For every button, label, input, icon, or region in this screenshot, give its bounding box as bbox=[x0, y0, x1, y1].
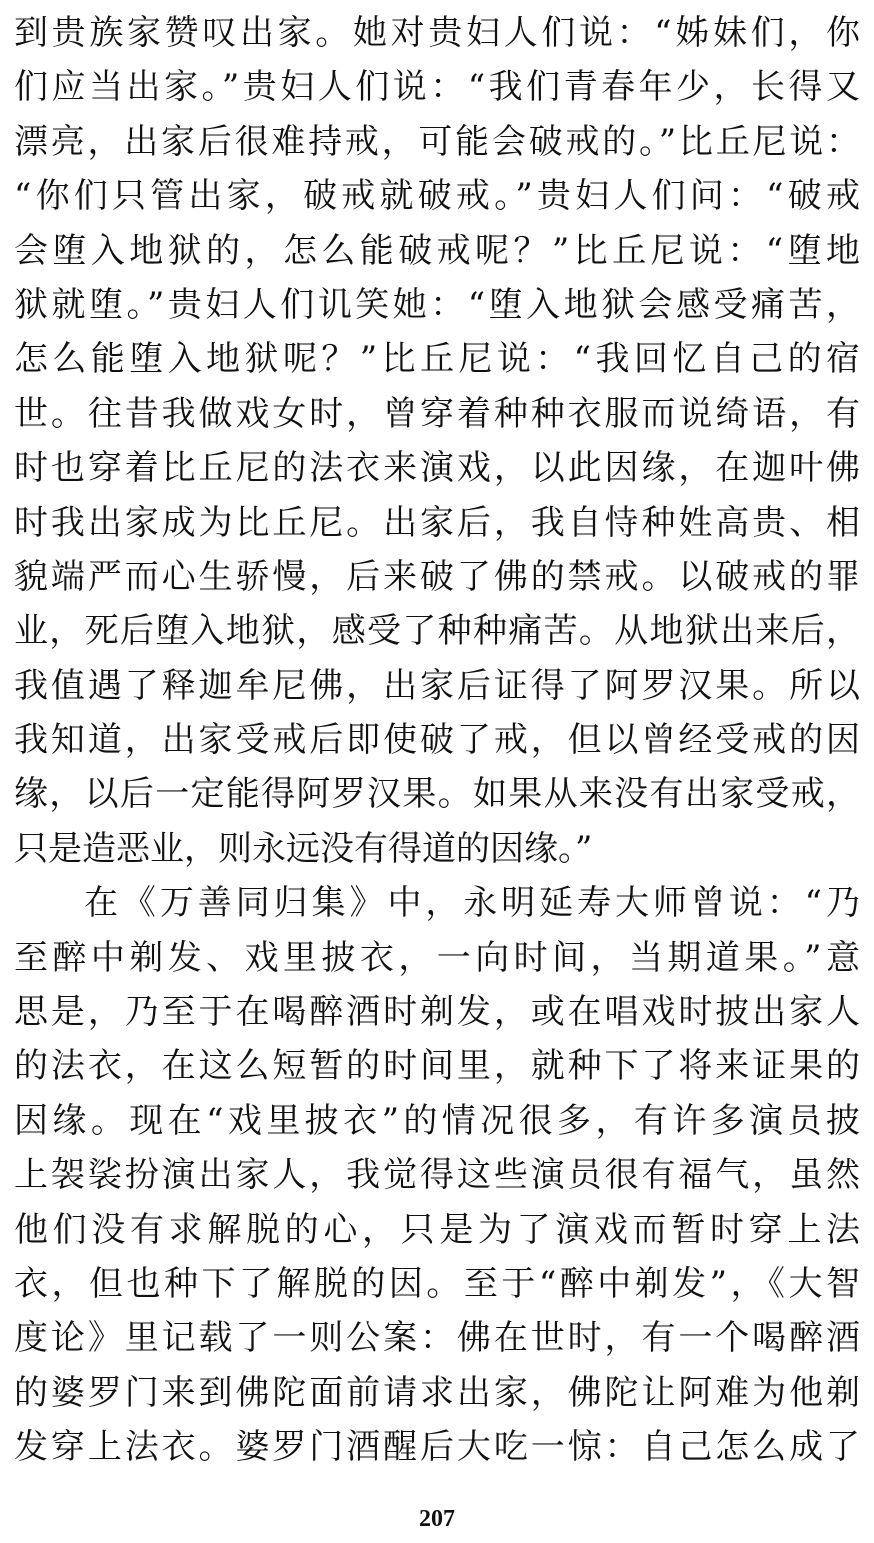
text-line: 时也穿着比丘尼的法衣来演戏，以此因缘，在迦叶佛 bbox=[14, 448, 860, 489]
text-line: 发穿上法衣。婆罗门酒醒后大吃一惊：自己怎么成了 bbox=[14, 1427, 860, 1468]
text-line: 们应当出家。”贵妇人们说：“我们青春年少，长得又 bbox=[14, 67, 860, 108]
text-line: 的婆罗门来到佛陀面前请求出家，佛陀让阿难为他剃 bbox=[14, 1372, 860, 1413]
text-line: 我值遇了释迦牟尼佛，出家后证得了阿罗汉果。所以 bbox=[14, 665, 860, 706]
text-line: 会堕入地狱的，怎么能破戒呢？”比丘尼说：“堕地 bbox=[14, 230, 860, 271]
text-line: 至醉中剃发、戏里披衣，一向时间，当期道果。”意 bbox=[14, 937, 860, 978]
text-line: 貌端严而心生骄慢，后来破了佛的禁戒。以破戒的罪 bbox=[14, 556, 860, 597]
text-line: 漂亮，出家后很难持戒，可能会破戒的。”比丘尼说： bbox=[14, 121, 860, 162]
text-line: 度论》里记载了一则公案：佛在世时，有一个喝醉酒 bbox=[14, 1318, 860, 1359]
text-line: 衣，但也种下了解脱的因。至于“醉中剃发”，《大智 bbox=[14, 1263, 860, 1304]
body-text bbox=[14, 6, 860, 1475]
text-line: 世。往昔我做戏女时，曾穿着种种衣服而说绮语，有 bbox=[14, 393, 860, 434]
text-line: 上袈裟扮演出家人，我觉得这些演员很有福气，虽然 bbox=[14, 1155, 860, 1196]
text-line: 到贵族家赞叹出家。她对贵妇人们说：“姊妹们，你 bbox=[14, 13, 860, 53]
text-line: 缘，以后一定能得阿罗汉果。如果从来没有出家受戒， bbox=[14, 774, 860, 815]
text-line: 我知道，出家受戒后即使破了戒，但以曾经受戒的因 bbox=[14, 720, 860, 761]
text-line: 他们没有求解脱的心，只是为了演戏而暂时穿上法 bbox=[14, 1209, 860, 1250]
text-line: 因缘。现在“戏里披衣”的情况很多，有许多演员披 bbox=[14, 1100, 860, 1141]
text-line: 时我出家成为比丘尼。出家后，我自恃种姓高贵、相 bbox=[14, 502, 860, 543]
paragraph-2 bbox=[14, 876, 860, 1474]
text-line: 在《万善同归集》中，永明延寿大师曾说：“乃 bbox=[84, 883, 860, 924]
text-line: 业，死后堕入地狱，感受了种种痛苦。从地狱出来后， bbox=[14, 611, 860, 652]
text-line: 狱就堕。”贵妇人们讥笑她：“堕入地狱会感受痛苦， bbox=[14, 284, 860, 325]
text-line: 只是造恶业，则永远没有得道的因缘。” bbox=[14, 828, 593, 869]
text-line: 的法衣，在这么短暂的时间里，就种下了将来证果的 bbox=[14, 1046, 860, 1087]
text-line: 思是，乃至于在喝醉酒时剃发，或在唱戏时披出家人 bbox=[14, 992, 860, 1033]
text-line: 怎么能堕入地狱呢？”比丘尼说：“我回忆自己的宿 bbox=[14, 339, 860, 380]
paragraph-1 bbox=[14, 6, 860, 876]
page-number: 207 bbox=[419, 1506, 455, 1532]
text-line: “你们只管出家，破戒就破戒。”贵妇人们问：“破戒 bbox=[14, 176, 860, 217]
